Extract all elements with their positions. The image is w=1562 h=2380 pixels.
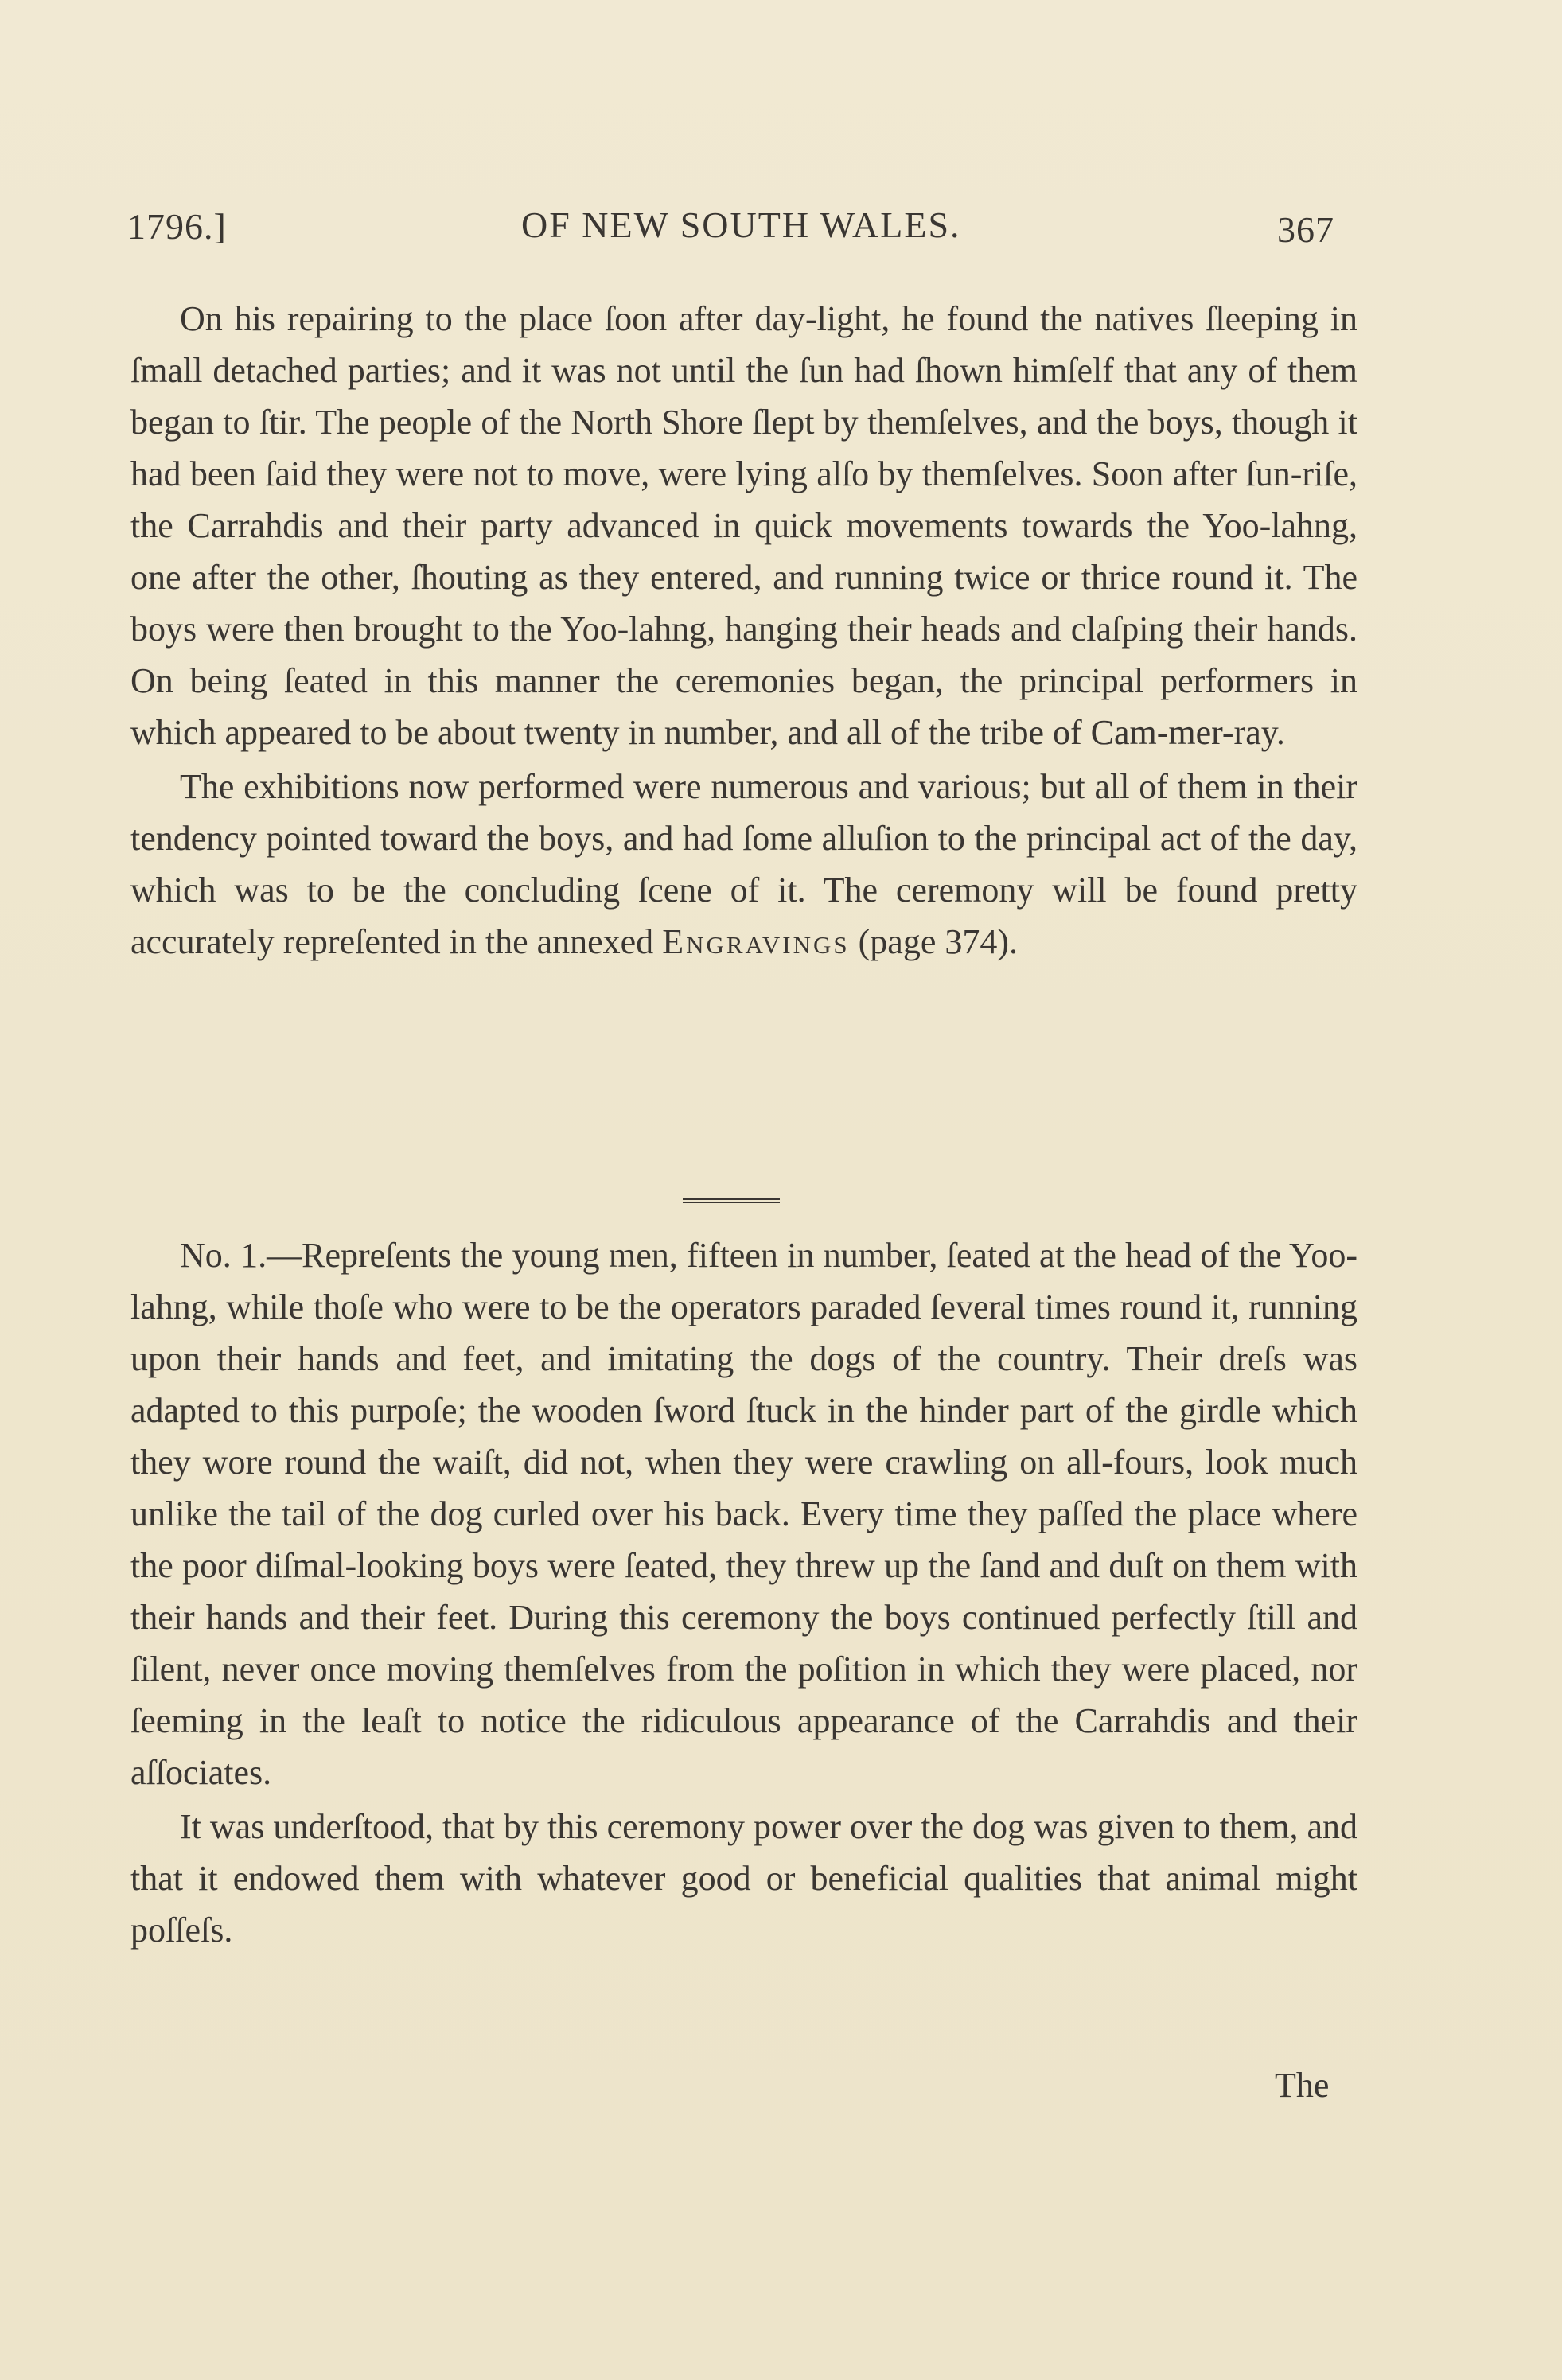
engravings-reference: Engravings <box>662 922 850 961</box>
section-divider-rule <box>683 1198 780 1205</box>
paragraph-2-text-after: (page 374). <box>849 922 1019 961</box>
catchword: The <box>1275 2066 1330 2105</box>
page-number: 367 <box>1277 209 1334 250</box>
paragraph-2 <box>130 761 1357 968</box>
header-year: 1796.] <box>127 206 227 247</box>
paragraph-2-text-before: The exhibitions now performed were numerous and various; but all of them in their tendency pointed toward the boys, and had ſome alluſion to the principal act of the day, which was to be the concluding ſcene of it. The ceremony will be found pretty accurately repreſented in the annexed <box>130 767 1357 961</box>
main-text-upper <box>130 293 1357 968</box>
page-header <box>127 197 1369 261</box>
paragraph-3: No. 1.—Repreſents the young men, fifteen in number, ſeated at the head of the Yoo-lahng, while thoſe who were to be the operators paraded ſeveral times round it, running upon their hands and feet, and imitating the dogs of the country. Their dreſs was adapted to this purpoſe; the wooden ſword ſtuck in the hinder part of the girdle which they wore round the waiſt, did not, when they were crawling on all-fours, look much unlike the tail of the dog curled over his back. Every time they paſſed the place where the poor diſmal-looking boys were ſeated, they threw up the ſand and duſt on them with their hands and their feet. During this ceremony the boys continued perfectly ſtill and ſilent, never once moving themſelves from the poſition in which they were placed, nor ſeeming in the leaſt to notice the ridiculous appearance of the Carrahdis and their aſſociates. <box>130 1236 1357 1792</box>
divider-thin-line <box>683 1202 780 1203</box>
paragraph-1: On his repairing to the place ſoon after day-light, he found the natives ſleeping in ſmall detached parties; and it was not until the ſun had ſhown himſelf that any of them began to ſtir. The people of the North Shore ſlept by themſelves, and the boys, though it had been ſaid they were not to move, were lying alſo by themſelves. Soon after ſun-riſe, the Carrahdis and their party advanced in quick movements towards the Yoo-lahng, one after the other, ſhouting as they entered, and running twice or thrice round it. The boys were then brought to the Yoo-lahng, hanging their heads and claſping their hands. On being ſeated in this manner the ceremonies began, the principal performers in which appeared to be about twenty in number, and all of the tribe of Cam-mer-ray. <box>130 299 1357 752</box>
paragraph-4: It was underſtood, that by this ceremony power over the dog was given to them, and that it endowed them with whatever good or beneficial qualities that animal might poſſeſs. <box>130 1807 1357 1950</box>
main-text-lower <box>130 1229 1357 1956</box>
running-title: OF NEW SOUTH WALES. <box>521 205 961 245</box>
divider-thick-line <box>683 1198 780 1200</box>
